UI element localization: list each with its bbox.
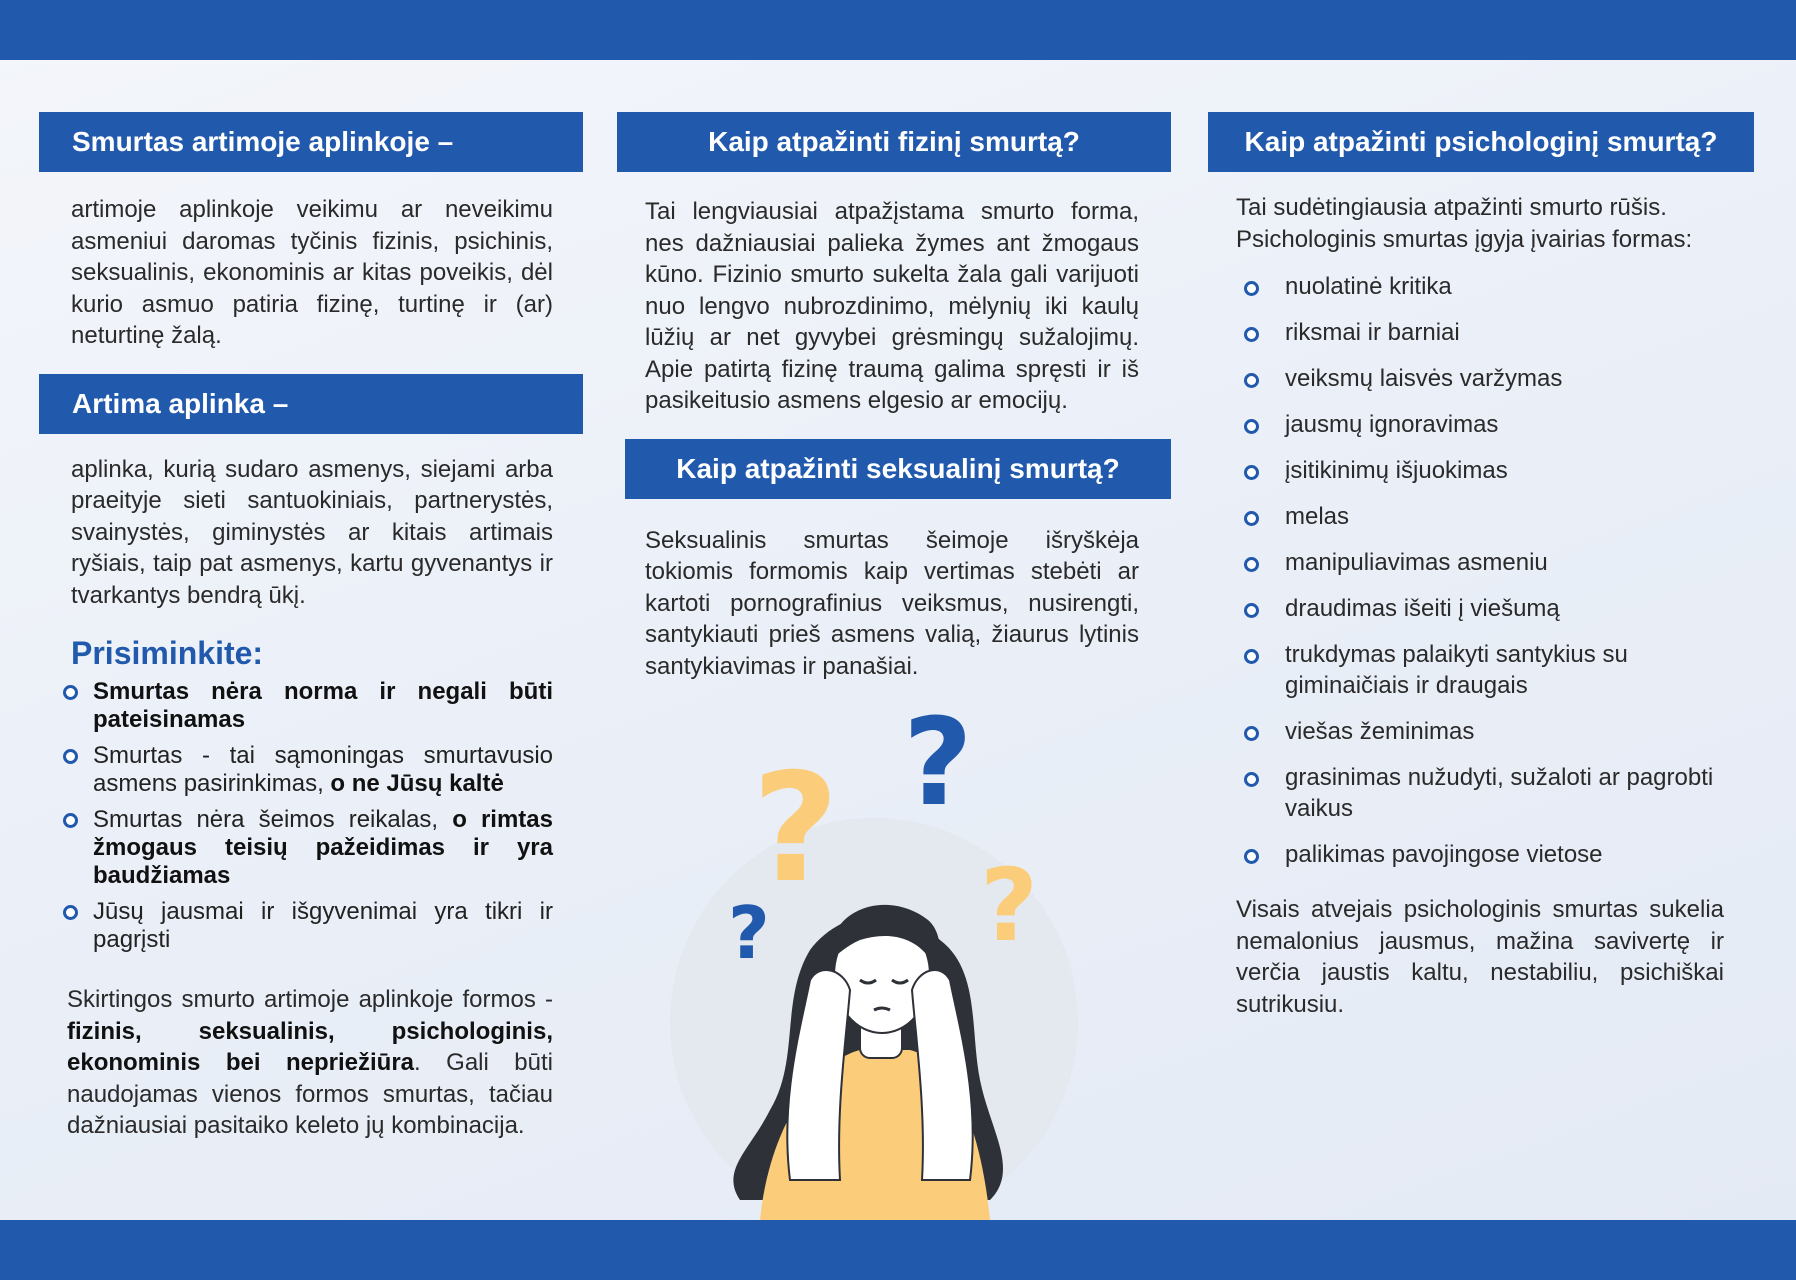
psych-list bbox=[1208, 271, 1754, 870]
circle-bullet-icon bbox=[1244, 849, 1259, 864]
question-mark-icon: ? bbox=[903, 700, 973, 833]
confused-woman-illustration bbox=[660, 700, 1100, 1220]
physical-text: Tai lengviausiai atpažįstama smurto forma, nes dažniausiai palieka žymes ant žmogaus kūno. Fizinio smurto sukelta žala gali varijuoti nuo lengvo nubrozdinimo, mėlynių iki kaulų lūžių ar net gyvybei grėsmingų sužalojimų. Apie patirtą fizinę traumą galima spręsti ir iš pasikeitusio asmens elgesio ar emocijų. bbox=[645, 198, 1139, 414]
list-item: grasinimas nužudyti, sužaloti ar pagrobti vaikus bbox=[1208, 762, 1754, 824]
sexual-header: Kaip atpažinti seksualinį smurtą? bbox=[625, 439, 1171, 499]
list-item: trukdymas palaikyti santykius su giminaičiais ir draugais bbox=[1208, 639, 1754, 701]
column-psychological bbox=[1208, 112, 1754, 1020]
sexual-text: Seksualinis smurtas šeimoje išryškėja tokiomis formomis kaip vertimas stebėti ar kartoti pornografinius veiksmus, nusirengti, santykiauti prieš asmens valią, žiaurus lytinis santykiavimas ir panašiai. bbox=[645, 526, 1139, 680]
remember-title: Prisiminkite: bbox=[71, 635, 264, 671]
circle-bullet-icon bbox=[63, 749, 78, 764]
circle-bullet-icon bbox=[63, 905, 78, 920]
circle-bullet-icon bbox=[1244, 281, 1259, 296]
list-item: veiksmų laisvės varžymas bbox=[1208, 363, 1754, 394]
circle-bullet-icon bbox=[1244, 772, 1259, 787]
list-item: jausmų ignoravimas bbox=[1208, 409, 1754, 440]
circle-bullet-icon bbox=[1244, 465, 1259, 480]
circle-bullet-icon bbox=[1244, 649, 1259, 664]
circle-bullet-icon bbox=[63, 813, 78, 828]
definition-header: Smurtas artimoje aplinkoje – bbox=[39, 112, 583, 172]
list-item: viešas žeminimas bbox=[1208, 716, 1754, 747]
column-definitions bbox=[39, 112, 583, 1142]
psych-header: Kaip atpažinti psichologinį smurtą? bbox=[1208, 112, 1754, 172]
remember-item: Smurtas nėra norma ir negali būti pateisinamas bbox=[39, 678, 553, 734]
forms-text: Skirtingos smurto artimoje aplinkoje formos - fizinis, seksualinis, psichologinis, ekonominis bei nepriežiūra. Gali būti naudojamas vienos formos smurtas, tačiau dažniausiai pasitaiko keleto jų kombinacija. bbox=[67, 986, 553, 1139]
question-mark-icon: ? bbox=[752, 742, 840, 916]
list-item: draudimas išeiti į viešumą bbox=[1208, 593, 1754, 624]
circle-bullet-icon bbox=[1244, 419, 1259, 434]
physical-header: Kaip atpažinti fizinį smurtą? bbox=[617, 112, 1171, 172]
psych-outro: Visais atvejais psichologinis smurtas sukelia nemalonius jausmus, mažina savivertę ir verčia jaustis kaltu, nestabiliu, psichiškai sutrikusiu. bbox=[1236, 896, 1724, 1018]
remember-item: Smurtas - tai sąmoningas smurtavusio asmens pasirinkimas, o ne Jūsų kaltė bbox=[39, 742, 553, 798]
list-item: melas bbox=[1208, 501, 1754, 532]
circle-bullet-icon bbox=[1244, 373, 1259, 388]
remember-list bbox=[39, 678, 583, 954]
column-physical-sexual bbox=[617, 112, 1171, 682]
definition-text: artimoje aplinkoje veikimu ar neveikimu asmeniui daromas tyčinis fizinis, psichinis, seksualinis, ekonominis ar kitas poveikis, dėl kurio asmuo patiria fizinę, turtinę ir (ar) neturtinę žalą. bbox=[71, 196, 553, 349]
circle-bullet-icon bbox=[1244, 726, 1259, 741]
circle-bullet-icon bbox=[1244, 557, 1259, 572]
circle-bullet-icon bbox=[63, 685, 78, 700]
circle-bullet-icon bbox=[1244, 511, 1259, 526]
list-item: manipuliavimas asmeniu bbox=[1208, 547, 1754, 578]
remember-item: Jūsų jausmai ir išgyvenimai yra tikri ir pagrįsti bbox=[39, 898, 553, 954]
circle-bullet-icon bbox=[1244, 327, 1259, 342]
psych-intro: Tai sudėtingiausia atpažinti smurto rūšis. Psichologinis smurtas įgyja įvairias formas: bbox=[1236, 194, 1693, 253]
remember-item: Smurtas nėra šeimos reikalas, o rimtas žmogaus teisių pažeidimas ir yra baudžiamas bbox=[39, 806, 553, 890]
bottom-banner bbox=[0, 1220, 1796, 1280]
environment-header: Artima aplinka – bbox=[39, 374, 583, 434]
environment-text: aplinka, kurią sudaro asmenys, siejami arba praeityje sieti santuokiniais, partnerystės, svainystės, giminystės ar kitais artimais ryšiais, taip pat asmenys, kartu gyvenantys ir tvarkantys bendrą ūkį. bbox=[71, 455, 553, 609]
list-item: riksmai ir barniai bbox=[1208, 317, 1754, 348]
list-item: nuolatinė kritika bbox=[1208, 271, 1754, 302]
list-item: palikimas pavojingose vietose bbox=[1208, 839, 1754, 870]
question-mark-icon: ? bbox=[980, 847, 1039, 964]
circle-bullet-icon bbox=[1244, 603, 1259, 618]
question-mark-icon: ? bbox=[728, 891, 770, 975]
top-banner bbox=[0, 0, 1796, 60]
list-item: įsitikinimų išjuokimas bbox=[1208, 455, 1754, 486]
